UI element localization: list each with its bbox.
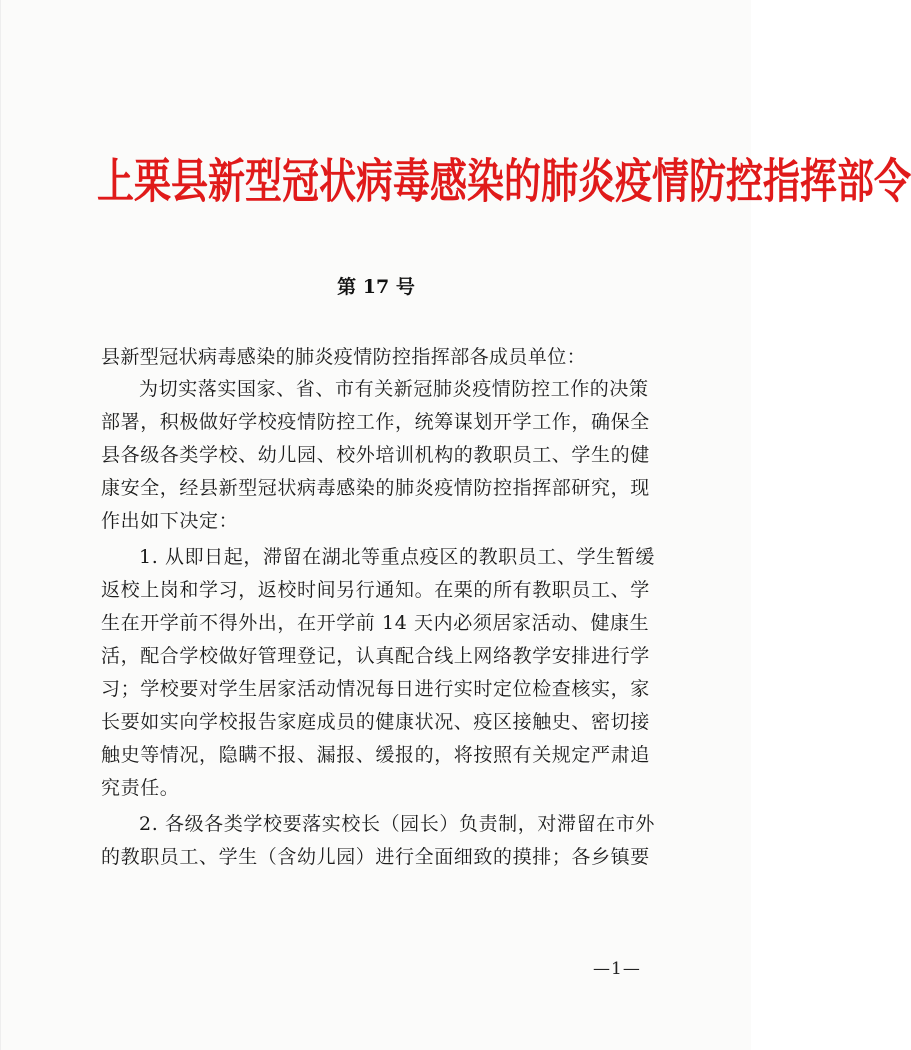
text-line: 活，配合学校做好管理登记，认真配合线上网络教学安排进行学 <box>101 645 650 667</box>
text-line: 生在开学前不得外出，在开学前 14 天内必须居家活动、健康生 <box>101 612 650 634</box>
text-line: 1. 从即日起，滞留在湖北等重点疫区的教职员工、学生暂缓 <box>139 546 655 568</box>
text-line: 返校上岗和学习，返校时间另行通知。在栗的所有教职员工、学 <box>101 579 650 601</box>
text-line: 的教职员工、学生（含幼儿园）进行全面细致的摸排；各乡镇要 <box>101 846 650 868</box>
document-body <box>101 373 661 874</box>
text-line: 县各级各类学校、幼儿园、校外培训机构的教职员工、学生的健 <box>101 444 650 466</box>
text-line: 长要如实向学校报告家庭成员的健康状况、疫区接触史、密切接 <box>101 711 650 733</box>
text-line: 作出如下决定： <box>101 510 239 532</box>
text-line: 康安全，经县新型冠状病毒感染的肺炎疫情防控指挥部研究，现 <box>101 477 650 499</box>
text-line: 习；学校要对学生居家活动情况每日进行实时定位检查核实，家 <box>101 678 650 700</box>
document-title: 上栗县新型冠状病毒感染的肺炎疫情防控指挥部令 <box>97 153 911 209</box>
text-line: 为切实落实国家、省、市有关新冠肺炎疫情防控工作的决策 <box>139 378 649 400</box>
paragraph-item-1 <box>101 541 661 805</box>
text-line: 究责任。 <box>101 777 180 799</box>
paragraph-item-2 <box>101 808 661 874</box>
paragraph-intro <box>101 373 661 538</box>
text-line: 触史等情况，隐瞒不报、漏报、缓报的，将按照有关规定严肃追 <box>101 744 650 766</box>
text-line: 2. 各级各类学校要落实校长（园长）负责制，对滞留在市外 <box>139 813 655 835</box>
text-line: 部署，积极做好学校疫情防控工作，统筹谋划开学工作，确保全 <box>101 411 650 433</box>
page-number: —1— <box>593 959 641 979</box>
document-number: 第 17 号 <box>337 276 415 298</box>
salutation: 县新型冠状病毒感染的肺炎疫情防控指挥部各成员单位： <box>101 346 587 368</box>
